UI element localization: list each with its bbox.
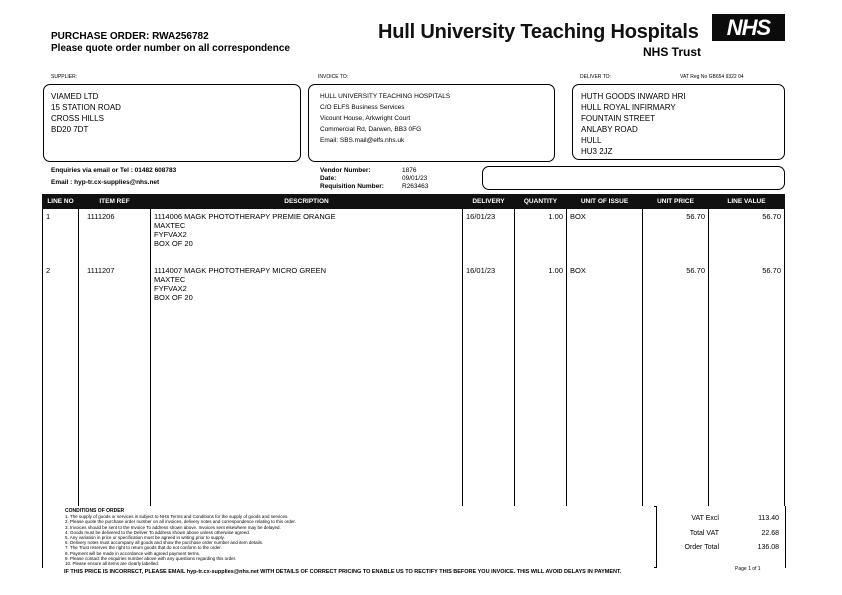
page-number: Page 1 of 1 — [735, 566, 761, 572]
order-total-label: Order Total — [684, 544, 719, 551]
deliver-to-box — [572, 84, 785, 160]
supplier-line: 15 STATION ROAD — [51, 103, 121, 112]
col-line-value: LINE VALUE — [709, 195, 785, 209]
deliver-to-label: DELIVER TO: — [580, 74, 611, 80]
deliver-line: HULL — [581, 136, 602, 145]
delivery-date: 16/01/23 — [466, 265, 496, 275]
supplier-box — [43, 84, 301, 162]
nhs-logo-text: NHS — [726, 15, 771, 40]
unit-of-issue: BOX — [570, 265, 586, 275]
enquiries-phone: Enquiries via email or Tel : 01482 608783 — [51, 167, 177, 174]
condition-line: 1. The supply of goods or services is subject to NHS Terms and Conditions for the supply of goods and services. — [65, 514, 289, 520]
item-description — [151, 263, 462, 302]
total-vat-label: Total VAT — [689, 530, 719, 537]
order-total-row — [657, 544, 779, 551]
unit-price: 56.70 — [686, 265, 705, 275]
col-unit-price: UNIT PRICE — [643, 195, 709, 209]
table-header-row — [43, 195, 785, 209]
condition-line: 8. Payment will be made in accordance with agreed payment terms. — [65, 550, 201, 556]
total-vat-value: 22.68 — [761, 530, 779, 537]
notes-box — [482, 166, 785, 190]
deliver-line: FOUNTAIN STREET — [581, 114, 656, 123]
item-description — [151, 209, 462, 248]
item-ref: 1111207 — [87, 265, 115, 275]
condition-line: 10. Please ensure all items are clearly labelled. — [65, 561, 160, 567]
requisition-number: R263463 — [402, 183, 429, 190]
deliver-line: HU3 2JZ — [581, 147, 613, 156]
description-line: FYFVAX2 — [154, 230, 187, 239]
condition-line: 5. Any variation in price or specification must be agreed in writing prior to supply. — [65, 535, 225, 541]
invoice-to-label: INVOICE TO: — [318, 74, 349, 80]
condition-line: 3. Invoices should be sent to the Invoice To address shown above. Invoices sent elsewhere may be delayed. — [65, 524, 281, 530]
supplier-address — [51, 91, 121, 135]
invoice-line: C/O ELFS Business Services — [320, 104, 405, 111]
delivery-date: 16/01/23 — [466, 212, 496, 221]
nhs-logo — [712, 14, 785, 41]
invoice-line: Commercial Rd, Darwen, BB3 0FG — [320, 126, 422, 133]
pricing-footer-note: IF THIS PRICE IS INCORRECT, PLEASE EMAIL hyp-tr.cx-supplies@nhs.net WITH DETAILS OF CORRECT PRICING TO ENABLE US TO RECTIFY THIS BEFORE YOU INVOICE. THIS WILL AVOID DELAYS IN PAYMENT. — [64, 569, 622, 575]
description-line: BOX OF 20 — [154, 292, 193, 302]
requisition-label: Requisition Number: — [320, 183, 384, 190]
supplier-line: BD20 7DT — [51, 125, 89, 134]
description-line: MAXTEC — [154, 274, 186, 284]
condition-line: 6. Delivery notes must accompany all goods and show the purchase order number and item details. — [65, 540, 264, 546]
vat-excl-value: 113.40 — [758, 515, 779, 522]
order-date: 09/01/23 — [402, 175, 428, 182]
description-line: BOX OF 20 — [154, 239, 193, 248]
line-value: 56.70 — [762, 212, 781, 221]
col-line-no: LINE NO — [43, 195, 79, 209]
total-vat-row — [657, 530, 779, 537]
conditions-title: CONDITIONS OF ORDER — [65, 508, 125, 514]
quantity: 1.00 — [548, 212, 563, 221]
organisation-name: Hull University Teaching Hospitals — [378, 21, 699, 43]
deliver-to-address — [581, 91, 686, 157]
deliver-line: HUTH GOODS INWARD HRI — [581, 92, 686, 101]
invoice-to-address — [320, 91, 450, 146]
quote-order-note: Please quote order number on all correspondence — [51, 43, 290, 54]
po-header — [51, 31, 290, 55]
line-number: 2 — [46, 265, 51, 275]
conditions-of-order — [42, 506, 654, 568]
condition-line: 7. The Trust reserves the right to return goods that do not conform to the order. — [65, 545, 222, 551]
condition-line: 4. Goods must be delivered to the Deliver To address shown above unless otherwise agreed. — [65, 529, 251, 535]
table-row — [43, 209, 785, 263]
invoice-email: Email: SBS.mail@elfs.nhs.uk — [320, 137, 405, 144]
col-unit-of-issue: UNIT OF ISSUE — [567, 195, 643, 209]
col-quantity: QUANTITY — [515, 195, 567, 209]
organisation-subtitle: NHS Trust — [643, 45, 702, 59]
description-line: 1114006 MAGK PHOTOTHERAPY PREMIE ORANGE — [154, 212, 336, 221]
order-totals — [656, 506, 786, 568]
unit-of-issue: BOX — [570, 212, 586, 221]
col-item-ref: ITEM REF — [79, 195, 151, 209]
condition-line: 2. Please quote the purchase order number on all invoices, delivery notes and correspondence relating to this order. — [65, 519, 296, 525]
line-value: 56.70 — [762, 265, 781, 275]
vat-excl-row — [657, 515, 779, 522]
deliver-line: ANLABY ROAD — [581, 125, 638, 134]
supplier-line: VIAMED LTD — [51, 92, 99, 101]
line-number: 1 — [46, 212, 51, 221]
deliver-line: HULL ROYAL INFIRMARY — [581, 103, 676, 112]
order-total-value: 136.08 — [757, 544, 779, 551]
vendor-number: 1876 — [402, 167, 417, 174]
invoice-line: HULL UNIVERSITY TEACHING HOSPITALS — [320, 93, 451, 100]
order-date-label: Date: — [320, 175, 337, 182]
col-description: DESCRIPTION — [151, 195, 463, 209]
quantity: 1.00 — [548, 265, 563, 275]
supplier-label: SUPPLIER: — [51, 74, 78, 80]
description-line: 1114007 MAGK PHOTOTHERAPY MICRO GREEN — [154, 265, 326, 275]
vat-excl-label: VAT Excl — [691, 515, 719, 522]
description-line: MAXTEC — [154, 221, 186, 230]
table-row — [43, 263, 785, 317]
purchase-order-number: PURCHASE ORDER: RWA256782 — [51, 31, 209, 42]
supplier-line: CROSS HILLS — [51, 114, 104, 123]
description-line: FYFVAX2 — [154, 283, 187, 293]
condition-line: 9. Please contact the enquiries number above with any questions regarding this order. — [65, 555, 237, 561]
vat-reg-number: VAT Reg No GB654 9322 04 — [680, 74, 744, 80]
col-delivery: DELIVERY — [463, 195, 515, 209]
vendor-number-label: Vendor Number: — [320, 167, 371, 174]
enquiries-email: Email : hyp-tr.cx-supplies@nhs.net — [51, 179, 160, 186]
unit-price: 56.70 — [686, 212, 705, 221]
vendor-info — [320, 167, 428, 191]
invoice-line: Vicount House, Arkwright Court — [320, 115, 411, 122]
item-ref: 1111206 — [87, 212, 115, 221]
invoice-to-box — [308, 84, 555, 162]
